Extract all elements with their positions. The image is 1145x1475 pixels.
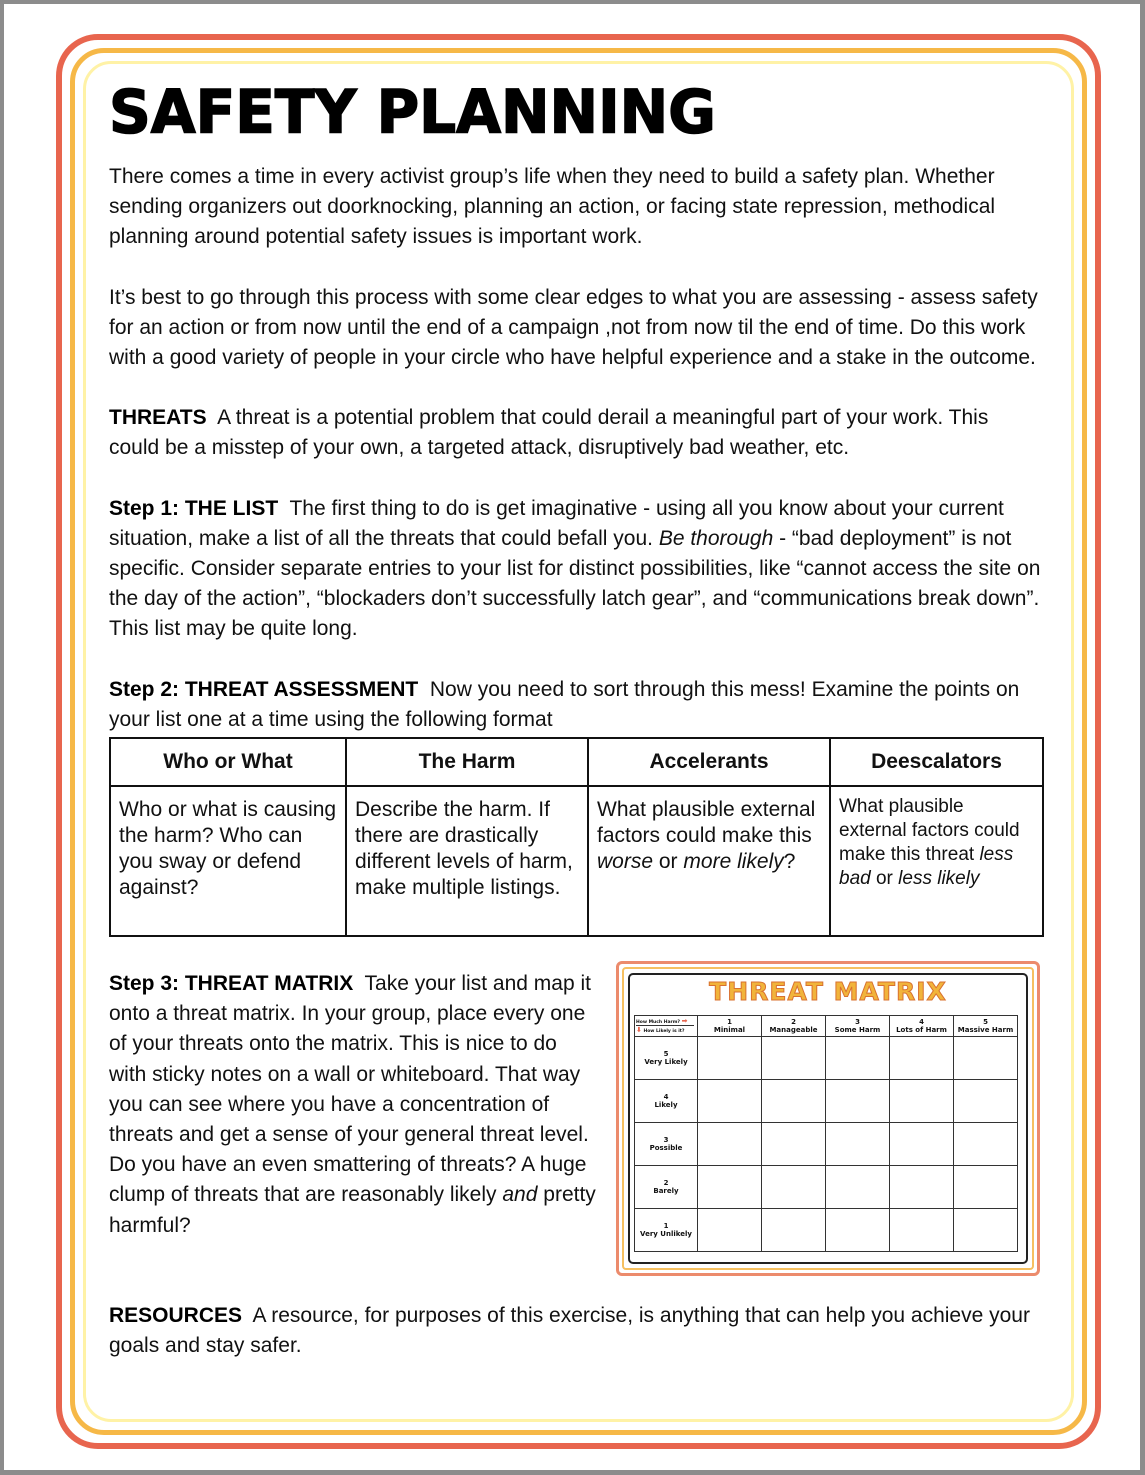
step2-text: Now you need to sort through this mess! Examine the points on your list one at a time using the following format [109, 677, 1020, 731]
step3-paragraph [109, 969, 599, 1241]
threats-paragraph [109, 403, 1044, 463]
matrix-cell [762, 1080, 826, 1123]
intro-paragraph-1: There comes a time in every activist group’s life when they need to build a safety plan. Whether sending organizers out doorknocking, planning an action, or facing state repression, methodical planning around potential safety issues is important work. [109, 165, 996, 249]
matrix-row [635, 1123, 1018, 1166]
matrix-row-label: 4 Likely [635, 1080, 698, 1123]
arrow-down-icon: ⬇ [636, 1026, 642, 1035]
step3-heading: Step 3: THREAT MATRIX [109, 972, 354, 996]
threat-matrix-title: THREAT MATRIX [709, 977, 947, 1007]
page-title: SAFETY PLANNING [109, 77, 716, 148]
matrix-cell [890, 1209, 954, 1252]
threat-assessment-table [109, 737, 1044, 937]
deescalators-less-likely: less likely [898, 868, 980, 890]
matrix-cell [890, 1166, 954, 1209]
resources-paragraph [109, 1301, 1044, 1361]
matrix-row [635, 1209, 1018, 1252]
matrix-cell [698, 1080, 762, 1123]
header-the-harm: The Harm [346, 738, 588, 786]
matrix-row [635, 1080, 1018, 1123]
header-who-or-what: Who or What [110, 738, 346, 786]
deescalators-or: or [875, 868, 893, 890]
step2-paragraph [109, 675, 1044, 735]
matrix-cell [890, 1037, 954, 1080]
step3-section [109, 969, 1044, 1289]
matrix-header-row [635, 1016, 1018, 1037]
cell-who: Who or what is causing the harm? Who can you sway or defend against? [110, 786, 346, 936]
matrix-row-label: 2 Barely [635, 1166, 698, 1209]
matrix-col-header: 3 Some Harm [826, 1016, 890, 1037]
matrix-row [635, 1166, 1018, 1209]
matrix-col-header: 4 Lots of Harm [890, 1016, 954, 1037]
matrix-cell [890, 1080, 954, 1123]
cell-deescalators [830, 786, 1043, 936]
matrix-cell [826, 1166, 890, 1209]
accelerants-question: ? [783, 850, 796, 874]
matrix-corner [635, 1016, 698, 1037]
intro-paragraph-2: It’s best to go through this process with some clear edges to what you are assessing - assess safety for an action or from now until the end of a campaign ,not from now til the end of time. Do this work with a good variety of people in your circle who have helpful experience and a stake in the outcome. [109, 285, 1038, 370]
matrix-cell [762, 1123, 826, 1166]
threat-matrix-image [616, 961, 1040, 1276]
accelerants-text: What plausible external factors could make this [597, 798, 816, 848]
cell-harm: Describe the harm. If there are drastically different levels of harm, make multiple listings. [346, 786, 588, 936]
matrix-cell [954, 1037, 1018, 1080]
matrix-cell [762, 1209, 826, 1252]
deescalators-less-bad: less bad [839, 844, 1014, 890]
table-header-row [110, 738, 1043, 786]
matrix-col-header: 5 Massive Harm [954, 1016, 1018, 1037]
table-row [110, 786, 1043, 936]
matrix-row-label: 1 Very Unlikely [635, 1209, 698, 1252]
matrix-cell [954, 1080, 1018, 1123]
threats-text: A threat is a potential problem that could derail a meaningful part of your work. This could be a misstep of your own, a targeted attack, disruptively bad weather, etc. [109, 406, 989, 460]
accelerants-more-likely: more likely [683, 850, 784, 874]
step1-text-a: The first thing to do is get imaginative - using all you know about your current situation, make a list of all the threats that could befall you. [109, 496, 1004, 550]
accelerants-worse: worse [597, 850, 654, 874]
matrix-cell [826, 1037, 890, 1080]
matrix-cell [954, 1209, 1018, 1252]
matrix-cell [826, 1209, 890, 1252]
threat-matrix-grid [634, 1015, 1018, 1252]
matrix-cell [698, 1166, 762, 1209]
step1-text-b: - “bad deployment” is not specific. Consider separate entries to your list for distinct possibilities, like “cannot access the site on the day of the action”, “blockaders don’t successfully latch gear”, and “communications break down”. This list may be quite long. [109, 526, 1041, 641]
matrix-corner-harm: How Much Harm? [636, 1020, 681, 1026]
matrix-row-label: 3 Possible [635, 1123, 698, 1166]
header-accelerants: Accelerants [588, 738, 830, 786]
deescalators-text: What plausible external factors could make this threat [839, 796, 1020, 866]
step3-emphasis: and [502, 1183, 538, 1207]
threat-matrix-board [628, 973, 1028, 1264]
matrix-row [635, 1037, 1018, 1080]
header-deescalators: Deescalators [830, 738, 1043, 786]
threats-heading: THREATS [109, 406, 207, 430]
matrix-cell [954, 1166, 1018, 1209]
step3-text-b: pretty harmful? [109, 1183, 596, 1237]
matrix-cell [762, 1166, 826, 1209]
arrow-right-icon: ➡ [681, 1017, 688, 1026]
matrix-cell [762, 1037, 826, 1080]
step1-paragraph [109, 494, 1044, 645]
step1-heading: Step 1: THE LIST [109, 496, 279, 520]
page-content [109, 76, 1044, 1361]
step3-text-a: Take your list and map it onto a threat matrix. In your group, place every one of your threats onto the matrix. This is nice to do with sticky notes on a wall or whiteboard. That way you can see where you have a concentration of threats and get a sense of your general threat level. Do you have an even smattering of threats? A huge clump of threats that are reasonably likely [109, 972, 591, 1207]
matrix-cell [698, 1123, 762, 1166]
matrix-cell [954, 1123, 1018, 1166]
matrix-cell [698, 1037, 762, 1080]
step2-heading: Step 2: THREAT ASSESSMENT [109, 677, 419, 701]
matrix-col-header: 1 Minimal [698, 1016, 762, 1037]
matrix-cell [826, 1080, 890, 1123]
matrix-row-label: 5 Very Likely [635, 1037, 698, 1080]
cell-accelerants [588, 786, 830, 936]
matrix-cell [826, 1123, 890, 1166]
matrix-col-header: 2 Manageable [762, 1016, 826, 1037]
resources-heading: RESOURCES [109, 1304, 243, 1328]
step1-emphasis: Be thorough [658, 526, 774, 550]
matrix-corner-likely: How Likely is it? [643, 1029, 685, 1035]
resources-text: A resource, for purposes of this exercise, is anything that can help you achieve your goals and stay safer. [109, 1304, 1030, 1358]
accelerants-or: or [658, 850, 678, 874]
matrix-cell [890, 1123, 954, 1166]
matrix-cell [698, 1209, 762, 1252]
